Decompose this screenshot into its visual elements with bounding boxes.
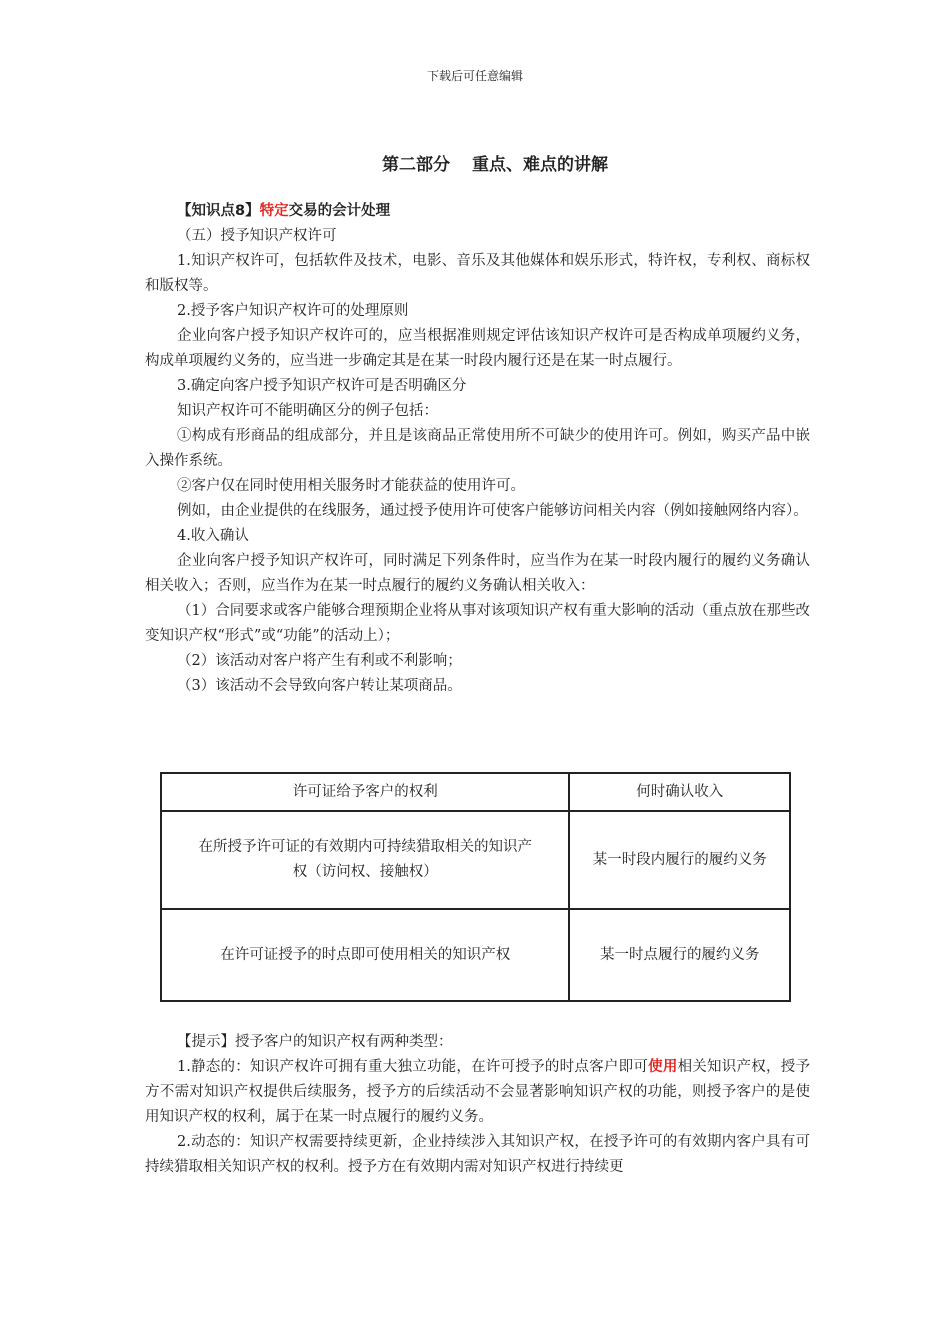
tip-paragraph: 【提示】授予客户的知识产权有两种类型： bbox=[177, 1034, 453, 1050]
table-row bbox=[161, 909, 790, 1001]
title-topic: 重点、难点的讲解 bbox=[472, 155, 608, 175]
paragraph: （五）授予知识产权许可 bbox=[177, 228, 337, 244]
paragraph: （1）合同要求或客户能够合理预期企业将从事对该项知识产权有重大影响的活动（重点放在那些改变知识产权“形式”或“功能”的活动上）； bbox=[145, 603, 810, 644]
table-header-cell: 何时确认收入 bbox=[569, 773, 790, 811]
table-cell: 在所授予许可证的有效期内可持续猎取相关的知识产权（访问权、接触权） bbox=[161, 811, 569, 909]
header-note: 下载后可任意编辑 bbox=[426, 69, 523, 83]
paragraph: 企业向客户授予知识产权许可，同时满足下列条件时，应当作为在某一时段内履行的履约义务确认相关收入；否则，应当作为在某一时点履行的履约义务确认相关收入： bbox=[145, 553, 810, 594]
dynamic-paragraph: 2.动态的：知识产权需要持续更新，企业持续涉入其知识产权，在授予许可的有效期内客户具有可持续猎取相关知识产权的权利。授予方在有效期内需对知识产权进行持续更 bbox=[145, 1134, 810, 1175]
knowledge-point-heading: 【知识点8】特定交易的会计处理 bbox=[177, 203, 391, 219]
paragraph: （2）该活动对客户将产生有利或不利影响； bbox=[177, 653, 462, 669]
license-table bbox=[160, 772, 791, 1002]
paragraph: 2.授予客户知识产权许可的处理原则 bbox=[177, 303, 409, 319]
table-cell: 在许可证授予的时点即可使用相关的知识产权 bbox=[161, 909, 569, 1001]
table-header-cell: 许可证给予客户的权利 bbox=[161, 773, 569, 811]
body-section-1 bbox=[145, 199, 810, 699]
table-header-row bbox=[161, 773, 790, 811]
paragraph: 1.知识产权许可，包括软件及技术，电影、音乐及其他媒体和娱乐形式，特许权，专利权、商标权和版权等。 bbox=[145, 253, 810, 294]
page-title bbox=[0, 150, 950, 175]
paragraph: （3）该活动不会导致向客户转让某项商品。 bbox=[177, 678, 462, 694]
table-cell: 某一时点履行的履约义务 bbox=[569, 909, 790, 1001]
static-paragraph: 1.静态的：知识产权许可拥有重大独立功能，在许可授予的时点客户即可使用相关知识产权，授予方不需对知识产权提供后续服务，授予方的后续活动不会显著影响知识产权的功能，则授予客户的是使用知识产权的权利，属于在某一时点履行的履约义务。 bbox=[145, 1059, 810, 1125]
paragraph: 例如，由企业提供的在线服务，通过授予使用许可使客户能够访问相关内容（例如接触网络内容）。 bbox=[177, 503, 808, 519]
table-row bbox=[161, 811, 790, 909]
paragraph: 4.收入确认 bbox=[177, 528, 249, 544]
body-section-2 bbox=[145, 1030, 810, 1180]
paragraph: 3.确定向客户授予知识产权许可是否明确区分 bbox=[177, 378, 467, 394]
paragraph: ②客户仅在同时使用相关服务时才能获益的使用许可。 bbox=[177, 478, 525, 494]
paragraph: ①构成有形商品的组成部分，并且是该商品正常使用所不可缺少的使用许可。例如，购买产品中嵌入操作系统。 bbox=[145, 428, 810, 469]
title-part: 第二部分 bbox=[382, 155, 450, 175]
table-cell: 某一时段内履行的履约义务 bbox=[569, 811, 790, 909]
paragraph: 企业向客户授予知识产权许可的，应当根据准则规定评估该知识产权许可是否构成单项履约义务，构成单项履约义务的，应当进一步确定其是在某一时段内履行还是在某一时点履行。 bbox=[145, 328, 810, 369]
paragraph: 知识产权许可不能明确区分的例子包括： bbox=[177, 403, 438, 419]
